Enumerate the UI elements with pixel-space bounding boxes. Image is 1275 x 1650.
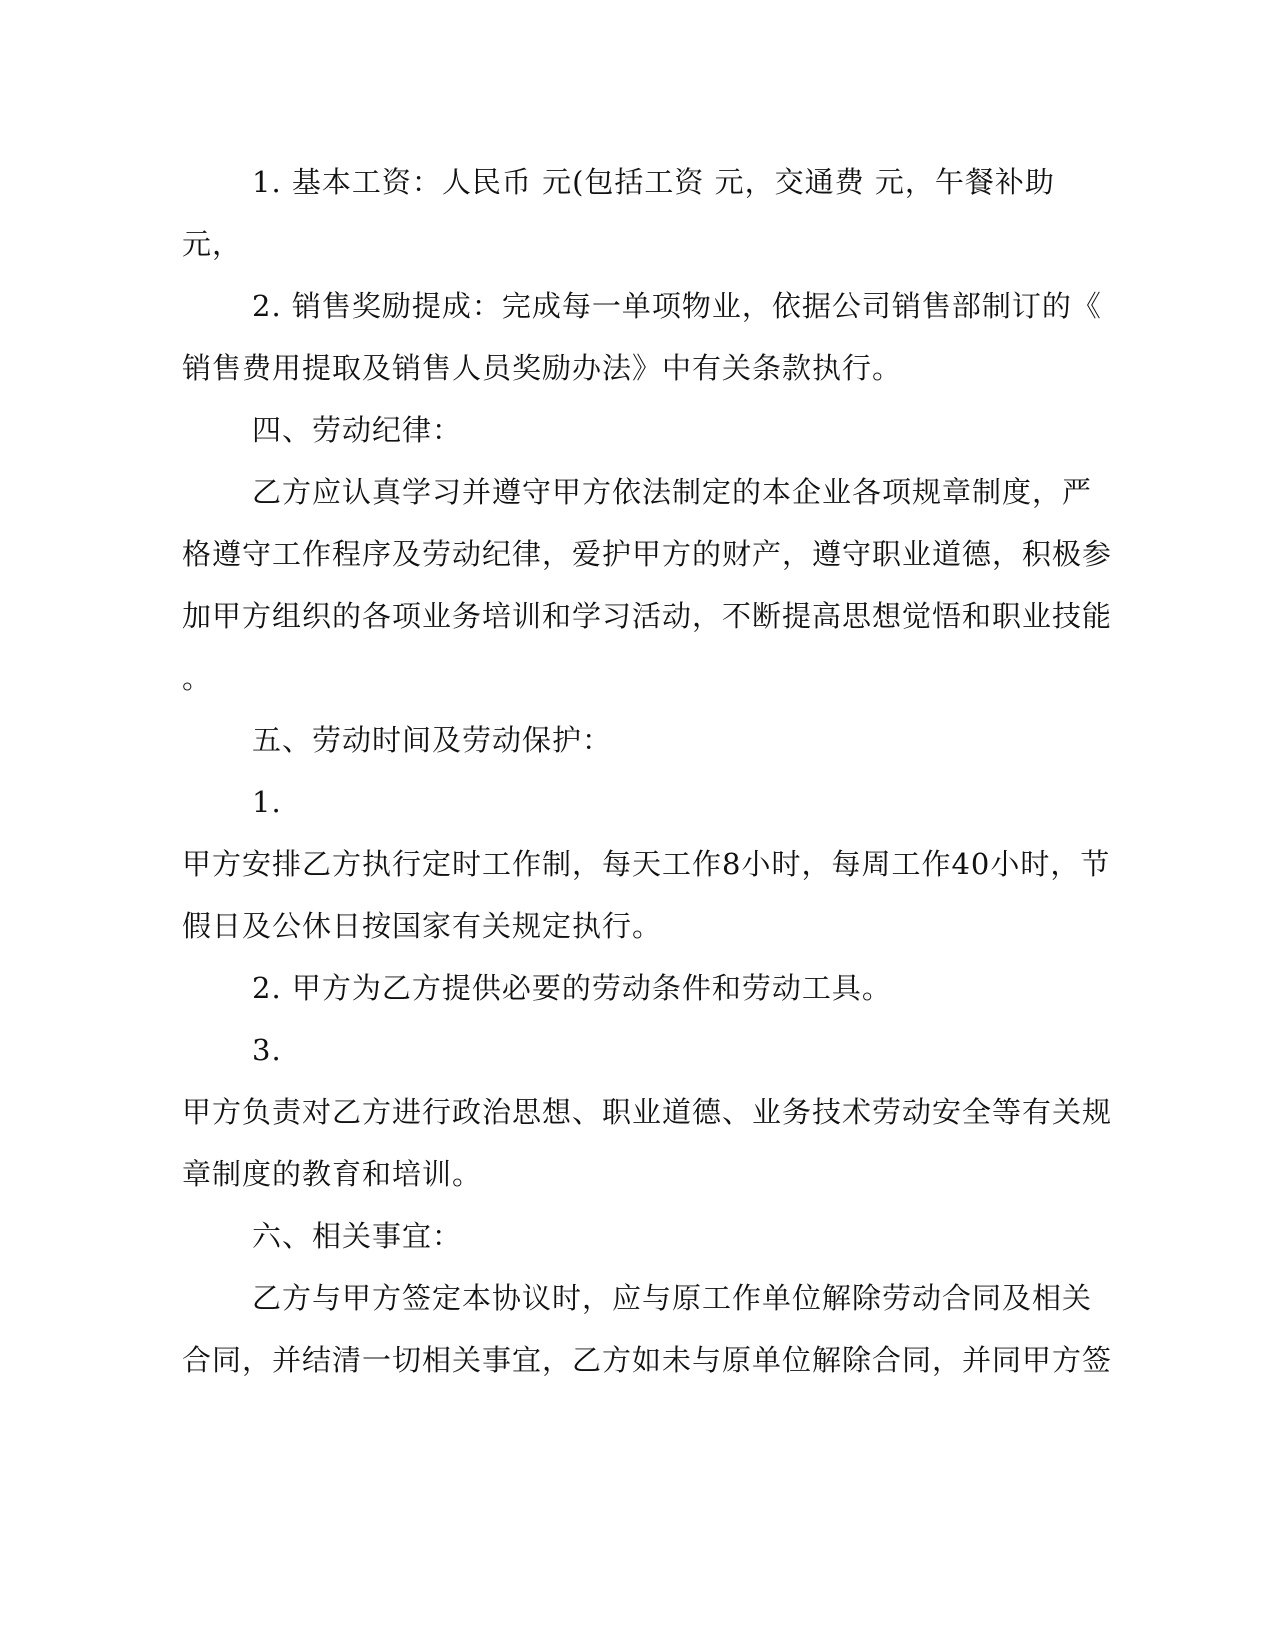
text-line: 甲方负责对乙方进行政治思想、职业道德、业务技术劳动安全等有关规 [182, 1095, 1113, 1129]
text-line: 甲方安排乙方执行定时工作制，每天工作8小时，每周工作40小时，节 [182, 847, 1111, 881]
section-heading: 五、劳动时间及劳动保护： [252, 723, 613, 757]
text-line: 1. [252, 785, 282, 819]
text-line: 加甲方组织的各项业务培训和学习活动，不断提高思想觉悟和职业技能 [182, 599, 1113, 633]
text-line: 合同，并结清一切相关事宜，乙方如未与原单位解除合同，并同甲方签 [182, 1343, 1113, 1377]
section-heading: 六、相关事宜： [252, 1219, 463, 1253]
text-line: 章制度的教育和培训。 [182, 1157, 483, 1191]
text-line: 乙方与甲方签定本协议时，应与原工作单位解除劳动合同及相关 [252, 1281, 1093, 1315]
section-heading: 四、劳动纪律： [252, 413, 463, 447]
text-line: 元， [182, 227, 243, 261]
text-line: 3. [252, 1033, 282, 1067]
text-line: 1. 基本工资：人民币 元(包括工资 元，交通费 元，午餐补助 [252, 165, 1055, 199]
text-line: 2. 甲方为乙方提供必要的劳动条件和劳动工具。 [252, 971, 892, 1005]
text-line: 。 [182, 661, 213, 695]
text-line: 乙方应认真学习并遵守甲方依法制定的本企业各项规章制度，严 [252, 475, 1093, 509]
text-line: 格遵守工作程序及劳动纪律，爱护甲方的财产，遵守职业道德，积极参 [182, 537, 1113, 571]
text-line: 销售费用提取及销售人员奖励办法》中有关条款执行。 [182, 351, 903, 385]
text-line: 2. 销售奖励提成：完成每一单项物业，依据公司销售部制订的《 [252, 289, 1102, 323]
text-line: 假日及公休日按国家有关规定执行。 [182, 909, 663, 943]
